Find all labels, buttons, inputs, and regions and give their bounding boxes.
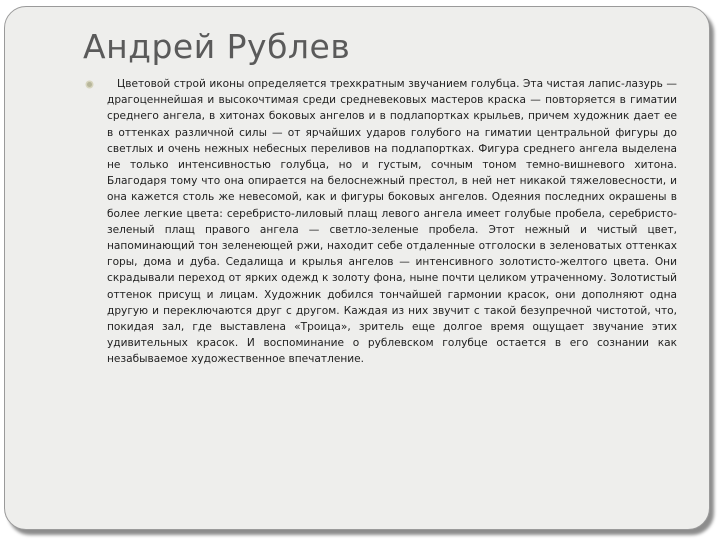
bullet-paragraph: Цветовой строй иконы определяется трехкратным звучанием голубца. Эта чистая лапис-лазурь — драгоценнейшая и высокочтимая среди средневековых мастеров краска — повторяется в гиматии среднего ангела, в хитонах боковых ангелов и в подлапортках крыльев, причем художник дает ее в оттенках различной силы — от ярчайших ударов голубого на гиматии центральной фигуры до светлых и очень нежных небесных переливов на подлапортках. Фигура среднего ангела выделена не только интенсивностью голубца, но и густым, сочным тоном темно-вишневого хитона. Благодаря тому что она опирается на белоснежный престол, в ней нет никакой тяжеловесности, и она кажется столь же невесомой, как и фигуры боковых ангелов. Одеяния последних окрашены в более легкие цвета: серебристо-лиловый плащ левого ангела имеет голубые пробела, серебристо-зеленый плащ правого ангела — светло-зеленые пробела. Этот нежный и чистый цвет, напоминающий тон зеленеющей ржи, находит себе отдаленные отголоски в зеленоватых оттенках горы, дома и дуба. Седалища и крылья ангелов — интенсивного золотисто-желтого цвета. Они скрадывали переход от ярких одежд к золоту фона, ныне почти целиком утраченному. Золотистый оттенок присущ и лицам. Художник добился тончайшей гармонии красок, они дополняют одна другую и переключаются друг с другом. Каждая из них звучит с такой безупречной чистотой, что, покидая зал, где выставлена «Троица», зритель еще долгое время ощущает звучание этих удивительных красок. И воспоминание о рублевском голубце остается в его сознании как незабываемое художественное впечатление. (107, 78, 677, 366)
slide-card (4, 6, 710, 530)
slide-title: Андрей Рублев (83, 27, 351, 66)
bullet-marker-icon (87, 82, 92, 87)
